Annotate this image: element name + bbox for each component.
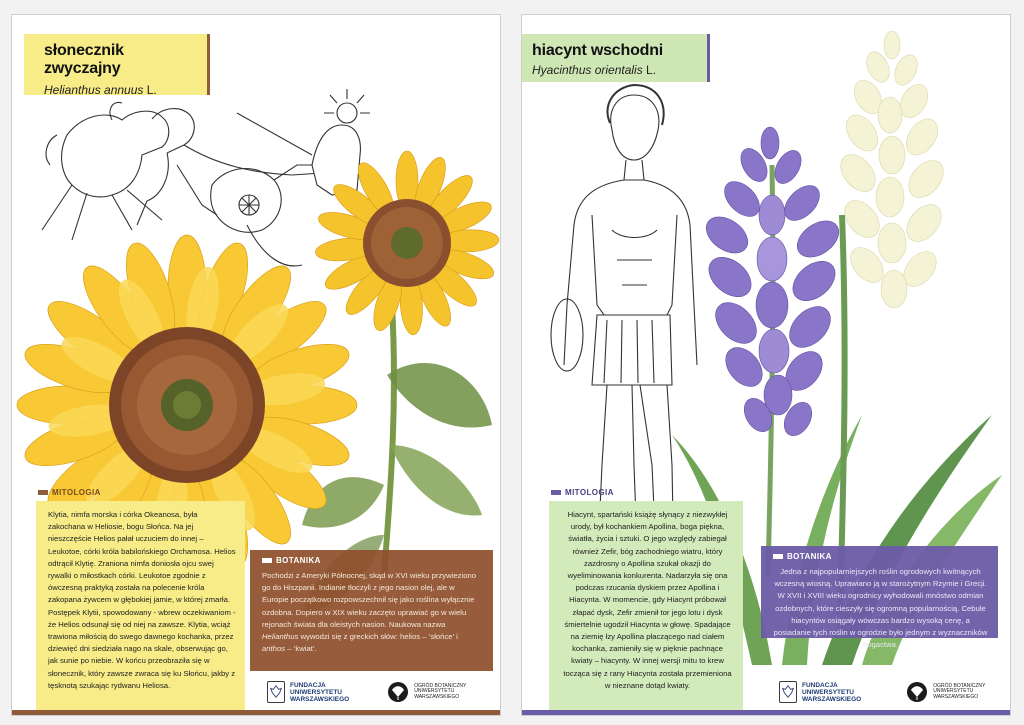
- latin-name: Helianthus annuus L.: [44, 83, 157, 97]
- uw-foundation-logo: FUNDACJA UNIWERSYTETU WARSZAWSKIEGO: [267, 681, 349, 703]
- botany-text: Pochodzi z Ameryki Północnej, skąd w XVI wieku przywieziono go do Hiszpanii. Indianie tłoczyli z jego nasion olej, ale w Europie początkowo rozpowszechnił się jako roślina wyłącznie ozdobna. Dopiero w XIX wieku zaczęto uprawiać go w wielu rejonach świata dla oleistych nasion. Naukowa nazwa Helianthus wywodzi się z greckich słów: helios – ‘słońce’ i anthos – ‘kwiat’.: [262, 571, 477, 654]
- mythology-panel: [549, 488, 743, 716]
- sunflower-title-box: [24, 34, 210, 95]
- section-marker: [551, 490, 561, 495]
- botanic-garden-logo: OGRÓD BOTANICZNY UNIWERSYTETU WARSZAWSKIEGO: [387, 681, 466, 703]
- partner-logos: [267, 681, 466, 703]
- helios-chariot-drawing: [42, 89, 370, 266]
- ginkgo-leaf-icon: [906, 681, 928, 703]
- partner-logos: [779, 681, 985, 703]
- botany-text: Jedna z najpopularniejszych roślin ogrodowych kwitnących wczesną wiosną. Uprawiano ją w starożytnym Rzymie i Grecji. W XVII i XVIII wieku ogrodnicy wyhodowali mnóstwo odmian ozdobnych, które cieszyły się ogromną popularnością. Cebule hiacyntów osiągały wówczas bardzo wysoką cenę, a posiadanie tych roślin w ogrodzie było jednym z wyznaczników bogactwa.: [773, 567, 988, 650]
- section-heading: MITOLOGIA: [565, 488, 614, 497]
- sunflower-board: [11, 14, 501, 716]
- section-marker: [262, 558, 272, 563]
- botanic-garden-logo: OGRÓD BOTANICZNY UNIWERSYTETU WARSZAWSKIEGO: [906, 681, 985, 703]
- eagle-crest-icon: [267, 681, 285, 703]
- mythology-panel: [36, 488, 245, 716]
- latin-name: Hyacinthus orientalis L.: [532, 63, 657, 77]
- mythology-text: Klytia, nimfa morska i córka Okeanosa, była zakochana w Heliosie, bogu Słońca. Na jej nieszczęście Helios pałał uczuciem do innej – Leukotoe, córki króla babilońskiego Orchamosa. Helios odtrącił Klytię. Zraniona nimfa doniosła ojcu swej rywalki o miłostkach córki. Leukotoe zgodnie z ówczesną praktyką została na polecenie króla zakopana żywcem w głębokiej jamie, w której zmarła. Postępek Klytii, spowodowany - wbrew oczekiwaniom - że Helios odsunął się od niej na zawsze. Klytia, wciąż trawiona miłością do swego dawnego kochanka, przez dziewięć dni siedziała nago na skale, obserwując go, jak sunie po niebie. W końcu przeobraziła się w słonecznik, który zawsze zwraca się ku Słońcu, jakby z tęsknotą szukając rydwanu Heliosa.: [48, 510, 236, 690]
- plant-name: hiacynt wschodni: [532, 42, 664, 59]
- section-marker: [38, 490, 48, 495]
- hyacinth-title-box: [521, 34, 710, 82]
- eagle-crest-icon: [779, 681, 797, 703]
- botany-panel: [250, 550, 493, 671]
- section-heading: BOTANIKA: [276, 556, 321, 565]
- mythology-text: Hiacynt, spartański książę słynący z niezwykłej urody, był kochankiem Apollina, boga piękna, światła, życia i sztuki. O jego względy zabiegał również Zefir, bóg zachodniego wiatru, który zazdrosny o Apollina szukał okazji do wyeliminowania konkurenta. Nadarzyła się ona podczas rzucania dyskiem przez Apollina i Hiacynta. W momencie, gdy Hiacynt próbował złapać dysk, Zefir zmienił tor jego lotu i dysk śmiertelnie ugodził Hiacynta w głowę. Spadające na ziemię łzy Apollina płaczącego nad ciałem kochanka, zamieniły się w pięknie pachnące kwiaty – hiacynty. W innej wersji mitu to krew tocząca się z rany Hiacynta została przemieniona w nieznane dotąd kwiaty.: [563, 510, 732, 690]
- bottom-bar: [522, 710, 1010, 715]
- bottom-bar: [12, 710, 500, 715]
- section-heading: MITOLOGIA: [52, 488, 101, 497]
- hyacinth-board: [521, 14, 1011, 716]
- section-heading: BOTANIKA: [787, 552, 832, 561]
- ginkgo-leaf-icon: [387, 681, 409, 703]
- uw-foundation-logo: FUNDACJA UNIWERSYTETU WARSZAWSKIEGO: [779, 681, 861, 703]
- plant-name: słonecznik zwyczajny: [44, 42, 124, 77]
- botany-panel: [761, 546, 998, 650]
- white-hyacinth-spike: [834, 31, 950, 308]
- section-marker: [773, 554, 783, 559]
